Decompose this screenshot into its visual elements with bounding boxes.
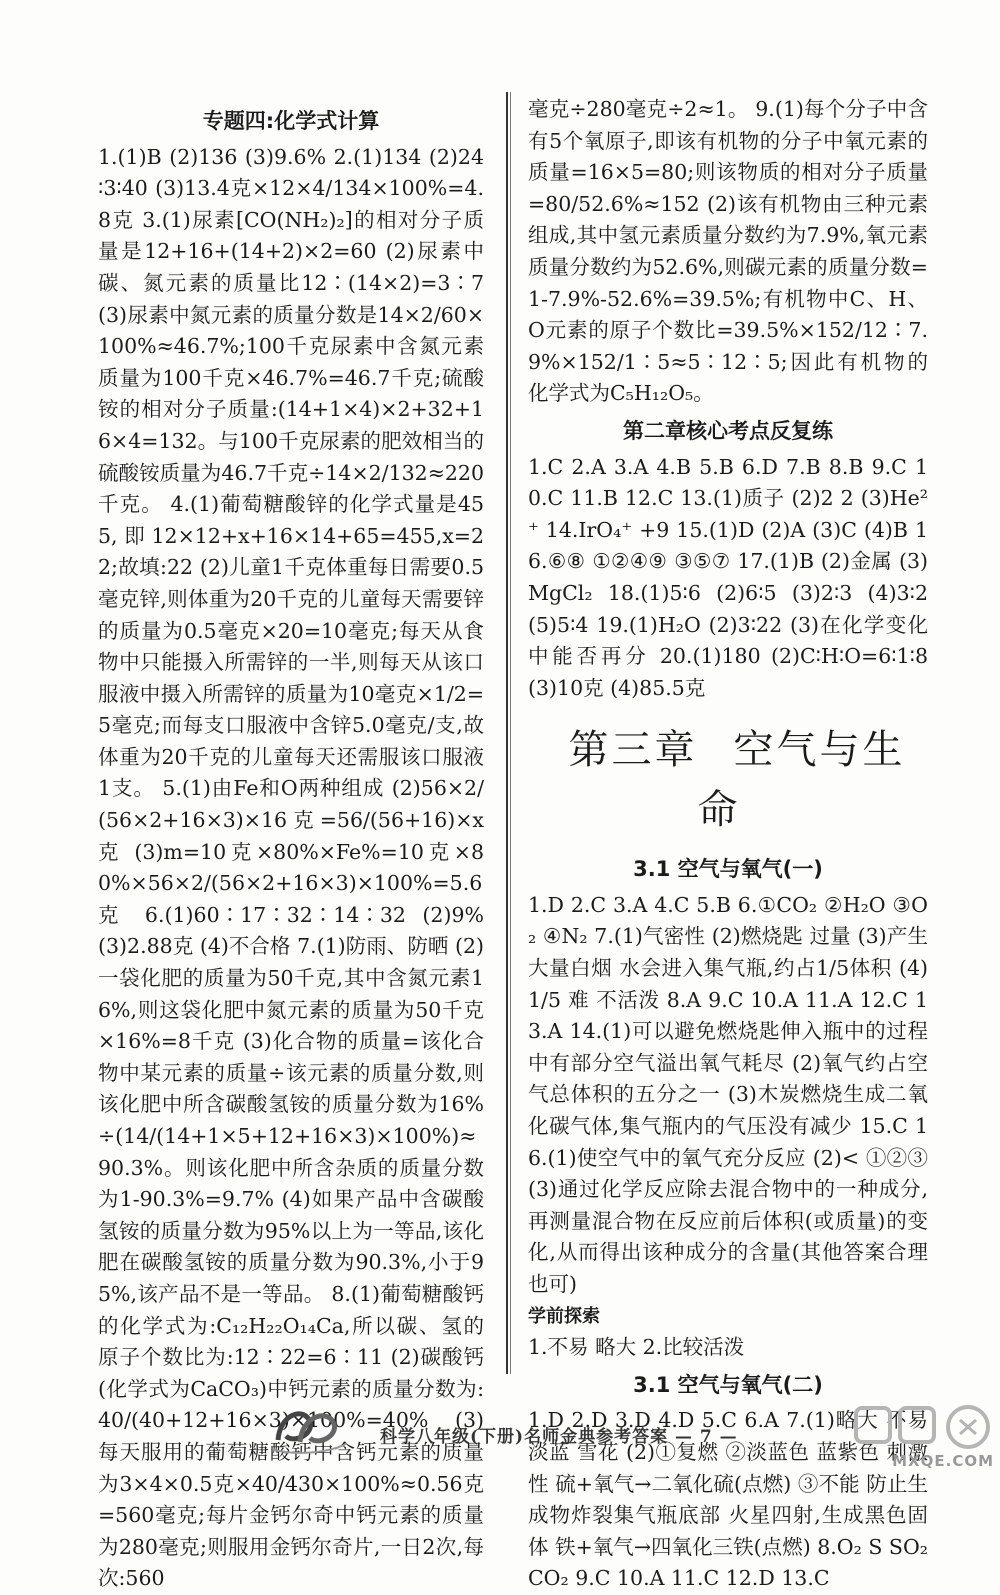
left-column (98, 98, 484, 1595)
section-title-topic4: 专题四:化学式计算 (202, 109, 380, 133)
column-divider (506, 92, 508, 1374)
chapter-name: 空气与生命 (697, 727, 906, 834)
section-title-3-1-part1: 3.1 空气与氧气(一) (633, 857, 823, 882)
chapter2-review-answers: 1.C 2.A 3.A 4.B 5.B 6.D 7.B 8.B 9.C 10.C 11.B 12.C 13.(1)质子 (2)2 2 (3)He²⁺ 14.IrO₄⁺ +9 15.(1)D (2)A (3)C (4)B 16.⑥⑧ ①②④⑨ ③⑤⑦ 17.(1)B (2)金属 (3)MgCl₂ 18.(1)5∶6 (2)6∶5 (3)2∶3 (4)3∶2 (5)5∶4 19.(1)H₂O (2)3∶22 (3)在化学变化中能否再分 20.(1)180 (2)C∶H∶O=6∶1∶8 (3)10克 (4)85.5克 (528, 454, 928, 700)
section-title-3-1-part2: 3.1 空气与氧气(二) (633, 1372, 823, 1397)
topic4-answers-continued: 毫克÷280毫克÷2≈1。 9.(1)每个分子中含有5个氧原子,即该有机物的分子中氧元素的质量=16×5=80;则该物质的相对分子质量=80/52.6%≈152 (2)该有机物由三种元素组成,其中氢元素质量分数约为7.9%,氧元素质量分数约为52.6%,则碳元素的质量分数=1-7.9%-52.6%=39.5%;有机物中C、H、O元素的原子个数比=39.5%×152/12∶7.9%×152/1∶5≈5∶12∶5;因此有机物的化学式为C₅H₁₂O₅。 (528, 97, 928, 406)
page-footer (270, 1400, 790, 1460)
topic4-answers: 1.(1)B (2)136 (3)9.6% 2.(1)134 (2)24∶3∶40 (3)13.4克×12×4/134×100%=4.8克 3.(1)尿素[CO(NH₂)₂]的相对分子质量是12+16+(14+2)×2=60 (2)尿素中碳、氮元素的质量比12∶(14×2)=3∶7 (3)尿素中氮元素的质量分数是14×2/60×100%≈46.7%;100千克尿素中含氮元素质量为100千克×46.7%=46.7千克;硫酸铵的相对分子质量:(14+1×4)×2+32+16×4=132。与100千克尿素的肥效相当的硫酸铵质量为46.7千克÷14×2/132≈220千克。 4.(1)葡萄糖酸锌的化学式量是455,即12×12+x+16×14+65=455,x=22;故填:22 (2)儿童1千克体重每日需要0.5毫克锌,则体重为20千克的儿童每天需要锌的质量为0.5毫克×20=10毫克;每天从食物中只能摄入所需锌的一半,则每天从该口服液中摄入所需锌的质量为10毫克×1/2=5毫克;而每支口服液中含锌5.0毫克/支,故体重为20千克的儿童每天还需服该口服液1支。 5.(1)由Fe和O两种组成 (2)56×2/(56×2+16×3)×16克=56/(56+16)×x克 (3)m=10克×80%×Fe%=10克×80%×56×2/(56×2+16×3)×100%=5.6克 6.(1)60∶17∶32∶14∶32 (2)9% (3)2.88克 (4)不合格 7.(1)防雨、防晒 (2)一袋化肥的质量为50千克,其中含氮元素16%,则这袋化肥中氮元素的质量为50千克×16%=8千克 (3)化合物的质量=该化合物中某元素的质量÷该元素的质量分数,则该化肥中所含碳酸氢铵的质量分数为16%÷(14/(14+1×5+12+16×3)×100%)≈90.3%。则该化肥中所含杂质的质量分数为1-90.3%=9.7% (4)如果产品中含碳酸氢铵的质量分数为95%以上为一等品,该化肥在碳酸氢铵的质量分数为90.3%,小于95%,该产品不是一等品。 8.(1)葡萄糖酸钙的化学式为:C₁₂H₂₂O₁₄Ca,所以碳、氢的原子个数比为:12∶22=6∶11 (2)碳酸钙(化学式为CaCO₃)中钙元素的质量分数为:40/(40+12+16×3)×100%=40% (3)每天服用的葡萄糖酸钙中含钙元素的质量为3×4×0.5克×40/430×100%≈0.56克=560毫克;每片金钙尔奇中钙元素的质量为280毫克;则服用金钙尔奇片,一日2次,每次:560 (98, 144, 484, 1591)
pre-study-heading: 学前探索 (528, 1305, 600, 1327)
section-title-chapter2-review: 第二章核心考点反复练 (623, 418, 833, 443)
pre-study-answers: 1.不易 略大 2.比较活泼 (528, 1335, 745, 1360)
footer-text: 科学八年级(下册)名师金典参考答案 — 7 — (380, 1427, 738, 1447)
chapter-number: 第三章 (568, 727, 698, 774)
right-column (528, 94, 928, 1595)
section-3-1-part1-answers: 1.D 2.C 3.A 4.C 5.B 6.①CO₂ ②H₂O ③O₂ ④N₂ 7.(1)气密性 (2)燃烧匙 过量 (3)产生大量白烟 水会进入集气瓶,约占1/5体积 (4)1/5 难 不活泼 8.A 9.C 10.A 11.A 12.C 13.A 14.(1)可以避免燃烧匙伸入瓶中的过程中有部分空气溢出氧气耗尽 (2)氧气约占空气总体积的五分之一 (3)木炭燃烧生成二氧化碳气体,集气瓶内的气压没有减少 15.C 16.(1)使空气中的氧气充分反应 (2)< ①②③ (3)通过化学反应除去混合物中的一种成分,再测量混合物在反应前后体积(或质量)的变化,从而得出该种成分的含量(其他答案合理也可) (528, 892, 928, 1296)
publisher-logo-icon (270, 1400, 348, 1458)
section-3-1-part2-answers: 1.D 2.D 3.D 4.D 5.C 6.A 7.(1)略大 不易 淡蓝 雪花 (2)①复燃 ②淡蓝色 蓝紫色 刺激性 硫+氧气→二氧化硫(点燃) ③不能 防止生成物炸裂集气瓶底部 火星四射,生成黑色固体 铁+氧气→四氧化三铁(点燃) 8.O₂ S SO₂ CO₂ 9.C 10.A 11.C 12.D 13.C (528, 1408, 928, 1591)
watermark-text: MXQE.COM (892, 1452, 994, 1470)
column-divider-thin (510, 92, 511, 1374)
chapter-title (528, 720, 928, 840)
